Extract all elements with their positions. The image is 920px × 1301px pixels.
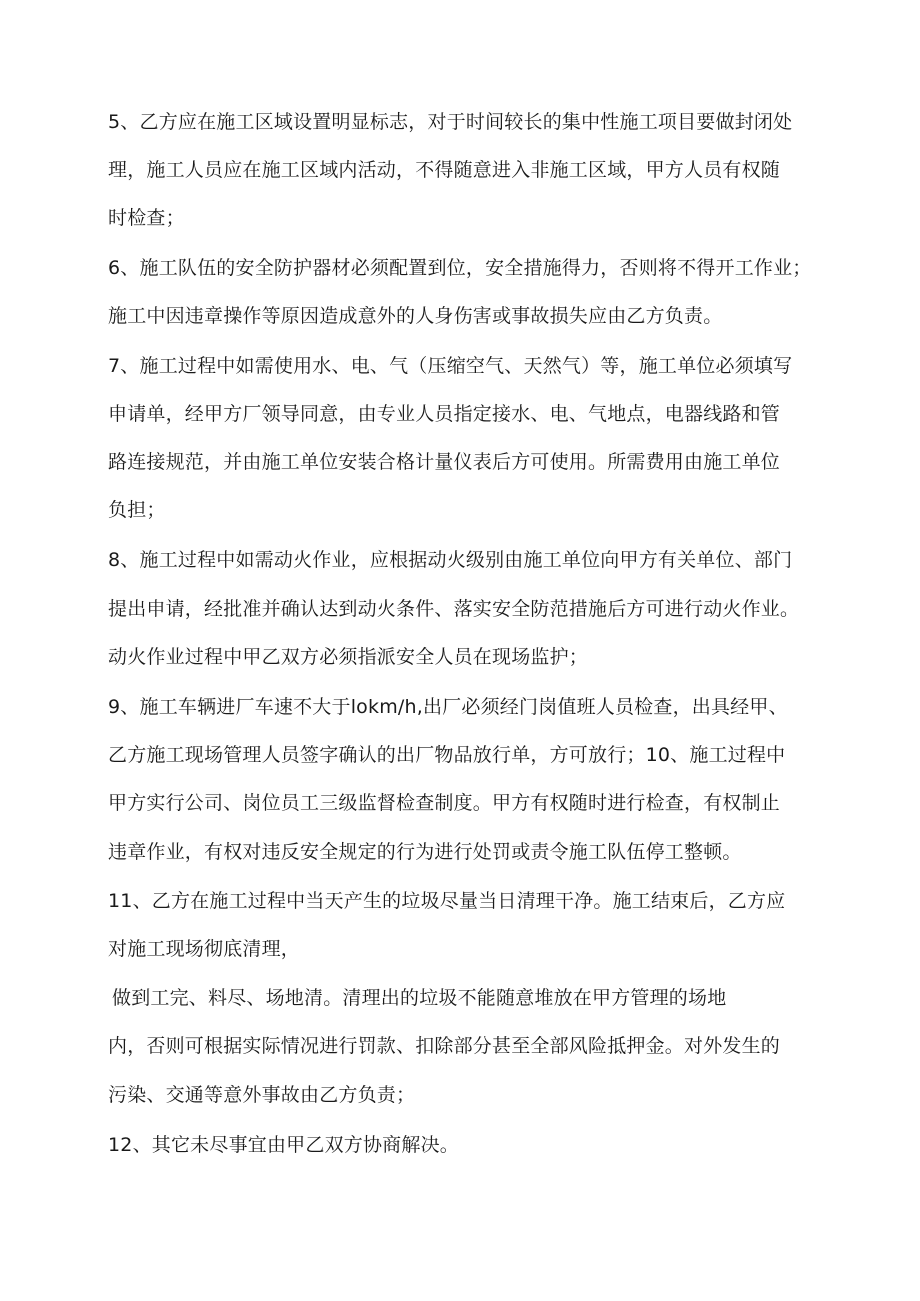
text-line: 路连接规范，并由施工单位安装合格计量仪表后方可使用。所需费用由施工单位 [108, 451, 781, 473]
text-line: 5、乙方应在施工区域设置明显标志，对于时间较长的集中性施工项目要做封闭处 [108, 111, 793, 133]
text-line: 对施工现场彻底清理， [108, 938, 301, 960]
text-line: 申请单，经甲方厂领导同意，由专业人员指定接水、电、气地点，电器线路和管 [108, 403, 781, 425]
text-line: 施工中因违章操作等原因造成意外的人身伤害或事故损失应由乙方负责。 [108, 305, 723, 327]
text-line: 理，施工人员应在施工区域内活动，不得随意进入非施工区域，甲方人员有权随 [108, 159, 781, 181]
text-line: 内，否则可根据实际情况进行罚款、扣除部分甚至全部风险抵押金。对外发生的 [108, 1035, 781, 1057]
text-line: 9、施工车辆进厂车速不大于lokm/h,出厂必须经门岗值班人员检查，出具经甲、 [108, 696, 788, 718]
text-line: 提出申请，经批准并确认达到动火条件、落实安全防范措施后方可进行动火作业。 [108, 598, 800, 620]
text-line: 8、施工过程中如需动火作业，应根据动火级别由施工单位向甲方有关单位、部门 [108, 549, 793, 571]
text-line: 乙方施工现场管理人员签字确认的出厂物品放行单，方可放行；10、施工过程中 [108, 744, 786, 766]
text-line: 负担； [108, 499, 166, 521]
text-line: 6、施工队伍的安全防护器材必须配置到位，安全措施得力，否则将不得开工作业； [108, 257, 812, 279]
text-line: 污染、交通等意外事故由乙方负责； [108, 1084, 416, 1106]
text-line: 做到工完、料尽、场地清。清理出的垃圾不能随意堆放在甲方管理的场地 [112, 987, 727, 1009]
text-line: 动火作业过程中甲乙双方必须指派安全人员在现场监护； [108, 646, 589, 668]
text-line: 12、其它未尽事宜由甲乙双方协商解决。 [108, 1134, 459, 1156]
text-line: 违章作业，有权对违反安全规定的行为进行处罚或责令施工队伍停工整顿。 [108, 841, 742, 863]
text-line: 11、乙方在施工过程中当天产生的垃圾尽量当日清理干净。施工结束后，乙方应 [108, 890, 786, 912]
text-line: 7、施工过程中如需使用水、电、气（压缩空气、天然气）等，施工单位必须填写 [108, 355, 793, 377]
text-line: 甲方实行公司、岗位员工三级监督检查制度。甲方有权随时进行检查，有权制止 [108, 792, 781, 814]
text-line: 时检查； [108, 207, 185, 229]
